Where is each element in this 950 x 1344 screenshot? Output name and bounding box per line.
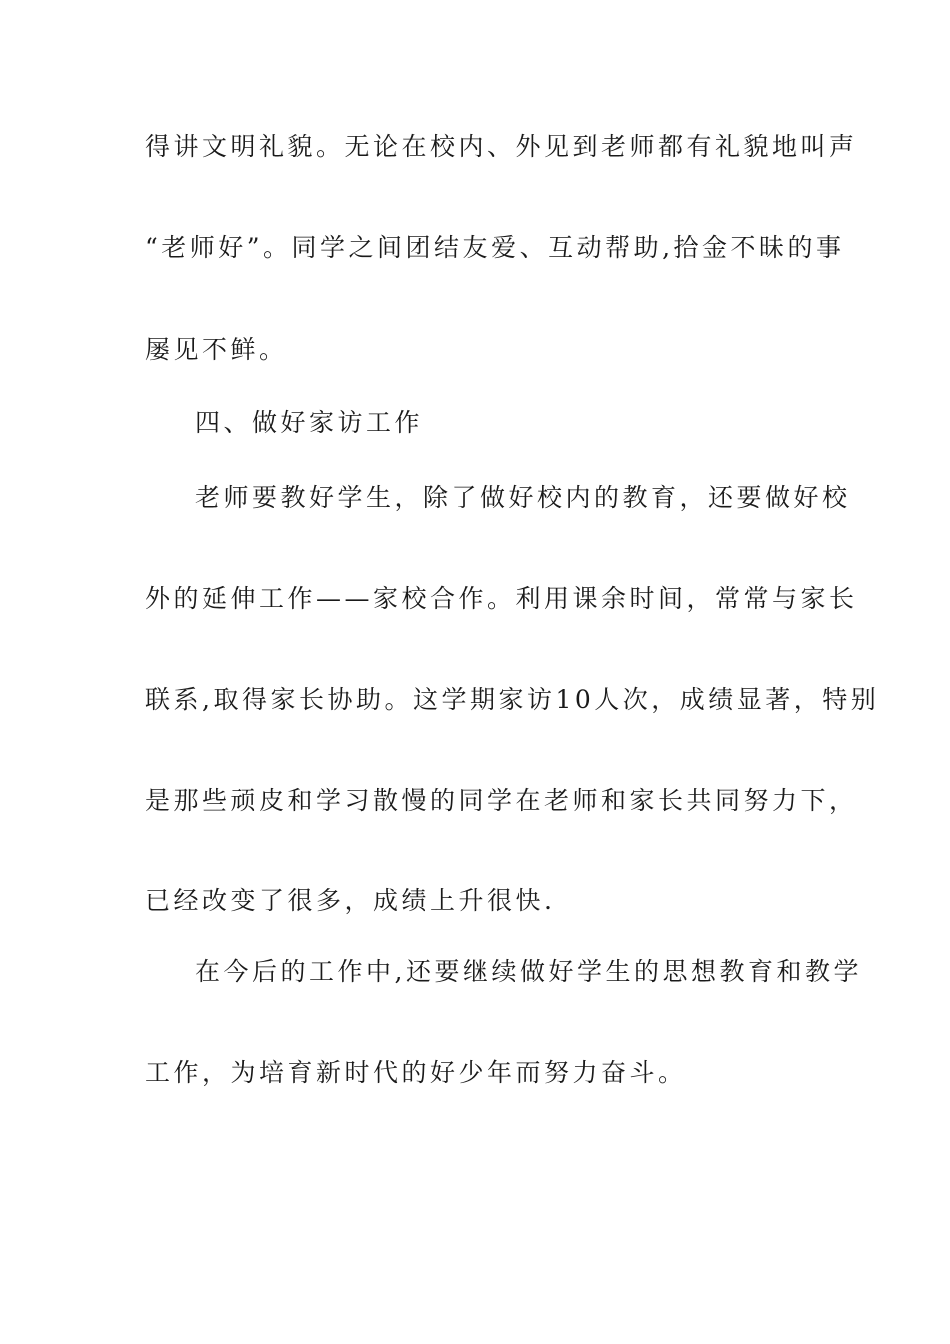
paragraph-line: 工作，为培育新时代的好少年而努力奋斗。 <box>145 1058 687 1087</box>
section-heading: 四、做好家访工作 <box>195 408 424 437</box>
paragraph-line: 老师要教好学生，除了做好校内的教育，还要做好校 <box>195 483 851 512</box>
paragraph-line: 在今后的工作中,还要继续做好学生的思想教育和教学 <box>195 957 862 986</box>
paragraph-line: 屡见不鲜。 <box>145 335 288 364</box>
paragraph-line: 已经改变了很多，成绩上升很快. <box>145 886 556 915</box>
paragraph-line: 外的延伸工作——家校合作。利用课余时间，常常与家长 <box>145 584 858 613</box>
paragraph-line: 是那些顽皮和学习散慢的同学在老师和家长共同努力下， <box>145 786 858 815</box>
paragraph-line: “老师好”。同学之间团结友爱、互动帮助,拾金不昧的事 <box>145 233 845 262</box>
paragraph-line: 联系,取得家长协助。这学期家访10人次，成绩显著，特别 <box>145 685 880 714</box>
paragraph-line: 得讲文明礼貌。无论在校内、外见到老师都有礼貌地叫声 <box>145 132 858 161</box>
